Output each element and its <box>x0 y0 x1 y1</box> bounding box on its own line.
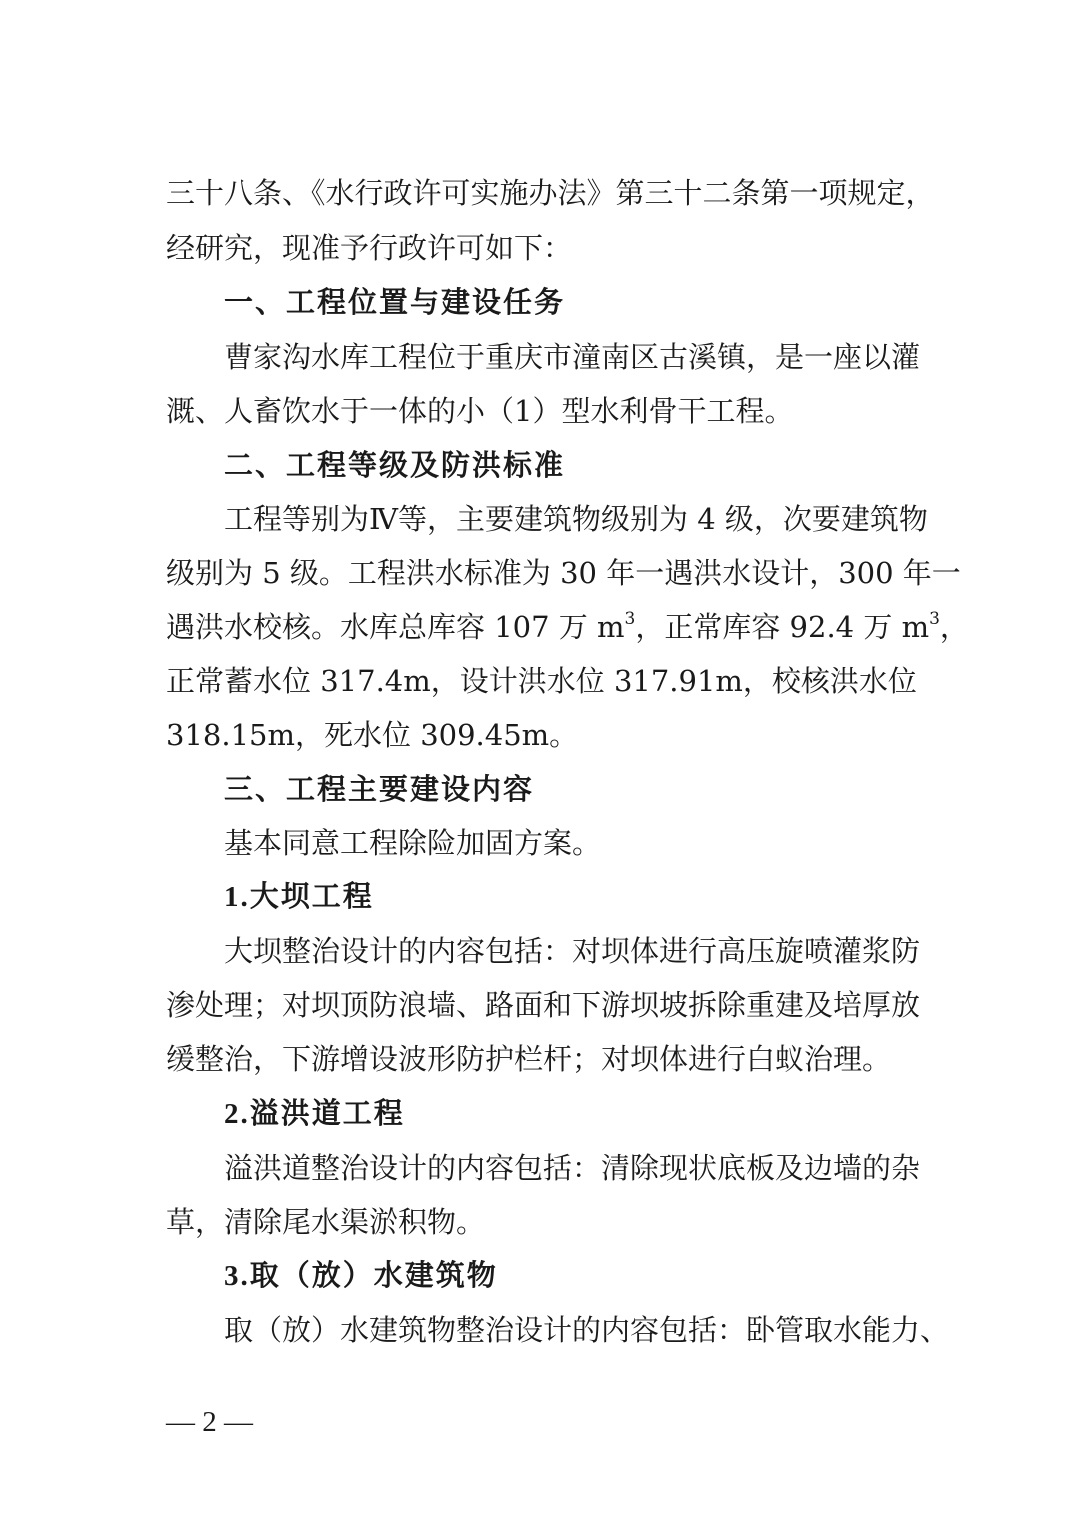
subsection-heading-2: 2.溢洪道工程 <box>224 1098 405 1130</box>
paragraph-line: 工程等别为Ⅳ等，主要建筑物级别为 4 级，次要建筑物 <box>224 502 928 536</box>
section-heading-1: 一、工程位置与建设任务 <box>224 285 566 319</box>
paragraph-line: 渗处理；对坝顶防浪墙、路面和下游坝坡拆除重建及培厚放 <box>166 988 921 1022</box>
paragraph-line: 基本同意工程除险加固方案。 <box>224 826 602 860</box>
section-heading-3: 三、工程主要建设内容 <box>224 772 535 806</box>
paragraph-line: 正常蓄水位 317.4m，设计洪水位 317.91m，校核洪水位 <box>166 664 917 698</box>
paragraph-line: 级别为 5 级。工程洪水标准为 30 年一遇洪水设计，300 年一 <box>166 556 961 590</box>
paragraph-line-with-superscript: 遇洪水校核。水库总库容 107 万 $m^3$，正常库容 92.4 万 $m^3$， <box>166 609 969 644</box>
subsection-heading-1: 1.大坝工程 <box>224 881 374 913</box>
paragraph-line: 318.15m，死水位 309.45m。 <box>166 718 579 752</box>
page-number: — 2 — <box>166 1406 253 1438</box>
paragraph-line: 取（放）水建筑物整治设计的内容包括：卧管取水能力、 <box>224 1313 950 1347</box>
subsection-heading-3: 3.取（放）水建筑物 <box>224 1260 498 1292</box>
paragraph-line: 溢洪道整治设计的内容包括：清除现状底板及边墙的杂 <box>224 1151 921 1185</box>
paragraph-line: 大坝整治设计的内容包括：对坝体进行高压旋喷灌浆防 <box>224 934 921 968</box>
section-heading-2: 二、工程等级及防洪标准 <box>224 448 566 482</box>
paragraph-line: 曹家沟水库工程位于重庆市潼南区古溪镇，是一座以灌 <box>224 340 921 374</box>
paragraph-line: 草，清除尾水渠淤积物。 <box>166 1205 486 1239</box>
paragraph-line: 三十八条、《水行政许可实施办法》第三十二条第一项规定， <box>166 176 935 210</box>
paragraph-line: 溉、人畜饮水于一体的小（1）型水利骨干工程。 <box>166 394 794 428</box>
paragraph-line: 经研究，现准予行政许可如下： <box>166 231 573 265</box>
paragraph-line: 缓整治，下游增设波形防护栏杆；对坝体进行白蚁治理。 <box>166 1042 892 1076</box>
